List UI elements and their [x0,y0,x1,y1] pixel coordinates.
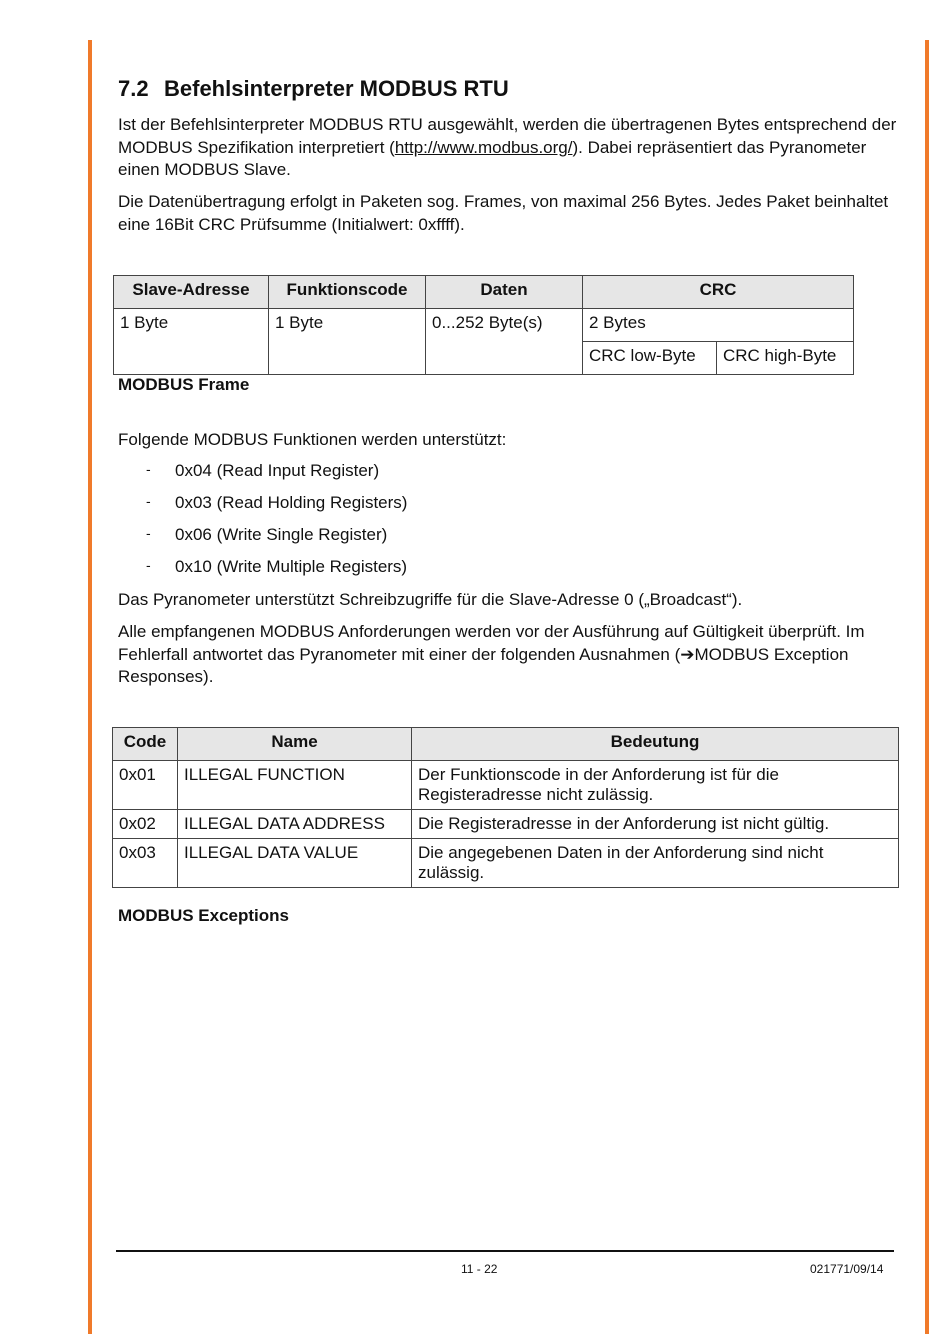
section-title: Befehlsinterpreter MODBUS RTU [164,76,509,101]
section-number: 7.2 [118,76,149,101]
list-item-text: 0x06 (Write Single Register) [175,525,388,544]
list-item-text: 0x10 (Write Multiple Registers) [175,557,408,576]
exc-header-code: Code [113,728,178,761]
frame-cell-data: 0...252 Byte(s) [426,309,583,375]
arrow-icon: ➔ [680,644,695,664]
exc-meaning: Die Registeradresse in der Anforderung ist nicht gültig. [412,810,899,839]
right-margin-bar [925,40,929,1334]
exceptions-table [112,727,899,888]
exc-meaning: Der Funktionscode in der Anforderung ist für die Registeradresse nicht zulässig. [412,761,899,810]
exc-code: 0x02 [113,810,178,839]
exc-code: 0x01 [113,761,178,810]
exc-header-name: Name [178,728,412,761]
section-heading [118,76,509,102]
frame-cell-function: 1 Byte [269,309,426,375]
functions-intro: Folgende MODBUS Funktionen werden unterstützt: [118,430,507,449]
page-number: 11 - 22 [461,1262,498,1276]
intro-text-a: Ist der Befehlsinterpreter MODBUS RTU ausgewählt, werden die übertragenen Bytes entsprechend der MODBUS Spezifikation interpretiert ( [118,115,897,157]
exc-header-meaning: Bedeutung [412,728,899,761]
exc-name: ILLEGAL DATA ADDRESS [178,810,412,839]
list-item-text: 0x03 (Read Holding Registers) [175,493,408,512]
frame-header-slave: Slave-Adresse [114,276,269,309]
intro-paragraph-2: Die Datenübertragung erfolgt in Paketen sog. Frames, von maximal 256 Bytes. Jedes Paket beinhaltet eine 16Bit CRC Prüfsumme (Initialwert: 0xffff). [118,192,889,234]
exc-name: ILLEGAL DATA VALUE [178,839,412,888]
frame-header-data: Daten [426,276,583,309]
exceptions-caption: MODBUS Exceptions [118,906,289,925]
exceptions-intro-ref: MODBUS Exception Responses). [118,644,849,686]
frame-cell-crc: 2 Bytes [583,309,854,342]
exceptions-intro-text: Alle empfangenen MODBUS Anforderungen werden vor der Ausführung auf Gültigkeit überprüft. Im Fehlerfall antwortet das Pyranometer mit einer der folgenden Ausnahmen ( [118,622,865,664]
bullet: - [146,557,151,573]
table-row [113,810,899,839]
frame-cell-crc-high: CRC high-Byte [717,342,854,375]
exc-name: ILLEGAL FUNCTION [178,761,412,810]
exceptions-intro [118,621,898,689]
frame-caption: MODBUS Frame [118,375,250,394]
left-margin-bar [88,40,92,1334]
frame-cell-crc-low: CRC low-Byte [583,342,717,375]
bullet: - [146,493,151,509]
frame-cell-slave: 1 Byte [114,309,269,375]
frame-header-function: Funktionscode [269,276,426,309]
exc-meaning: Die angegebenen Daten in der Anforderung sind nicht zulässig. [412,839,899,888]
bullet: - [146,525,151,541]
footer-divider [116,1250,894,1252]
broadcast-paragraph: Das Pyranometer unterstützt Schreibzugriffe für die Slave-Adresse 0 („Broadcast“). [118,590,743,609]
frame-table [113,275,854,375]
exc-code: 0x03 [113,839,178,888]
modbus-link[interactable]: http://www.modbus.org/ [394,137,573,157]
list-item-text: 0x04 (Read Input Register) [175,461,380,480]
table-row [113,761,899,810]
bullet: - [146,461,151,477]
table-row [113,839,899,888]
intro-text-b: ). Dabei repräsentiert das Pyranometer einen MODBUS Slave. [118,137,867,179]
intro-paragraph-1 [118,114,898,182]
document-id: 021771/09/14 [810,1262,884,1276]
frame-header-crc: CRC [583,276,854,309]
